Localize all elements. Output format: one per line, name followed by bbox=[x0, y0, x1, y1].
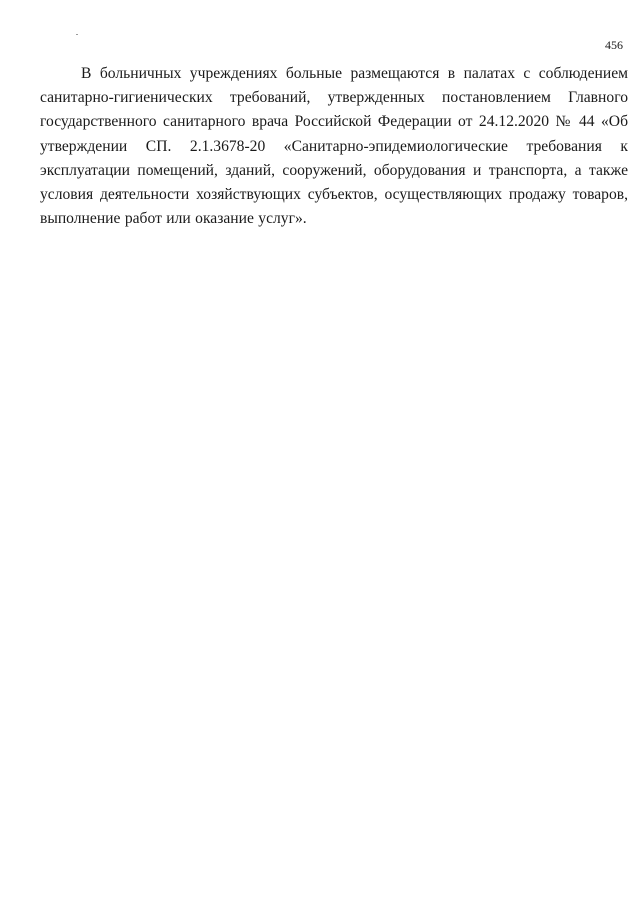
scan-speck bbox=[76, 34, 78, 35]
page-number: 456 bbox=[605, 38, 623, 52]
body-paragraph: В больничных учреждениях больные размещаются в палатах с соблюдением санитарно-гигиенических требований, утвержденных постановлением Главного государственного санитарного врача Российской Федерации от 24.12.2020 № 44 «Об утверждении СП. 2.1.3678-20 «Санитарно-эпидемиологические требования к эксплуатации помещений, зданий, сооружений, оборудования и транспорта, а также условия деятельности хозяйствующих субъектов, осуществляющих продажу товаров, выполнение работ или оказание услуг». bbox=[40, 65, 628, 228]
